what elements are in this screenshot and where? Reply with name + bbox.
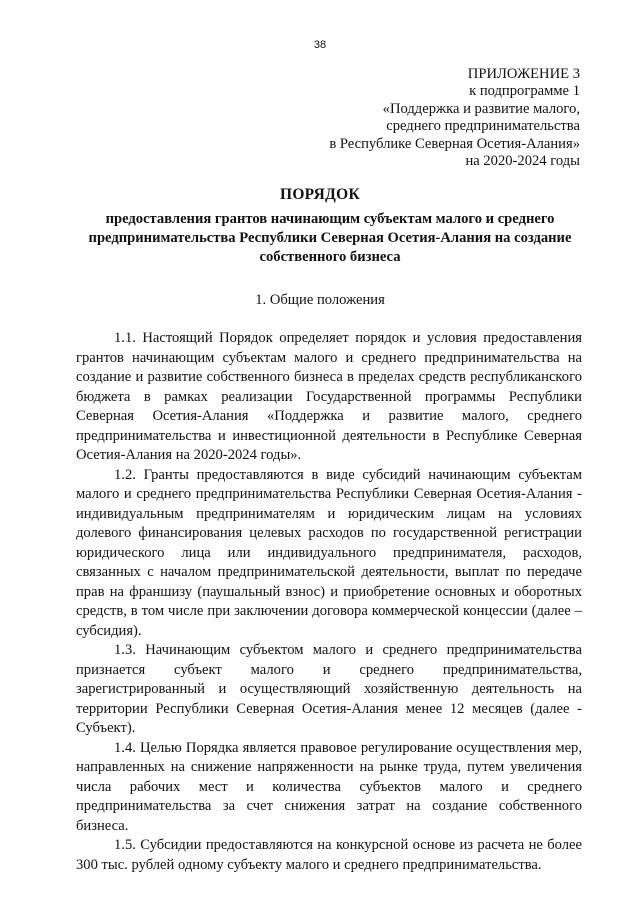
appendix-line: в Республике Северная Осетия-Алания»: [329, 135, 580, 152]
section-heading: 1. Общие положения: [255, 292, 385, 308]
appendix-line: ПРИЛОЖЕНИЕ 3: [467, 66, 580, 82]
appendix-header: [329, 66, 580, 170]
paragraph-1-4: 1.4. Целью Порядка является правовое регулирование осуществления мер, направленных на снижение напряженности на рынке труда, путем увеличения числа рабочих мест и количества субъектов малого и среднего предпринимательства за счет снижения затрат на создание собственного бизнеса.: [76, 739, 582, 834]
document-title: ПОРЯДОК: [279, 186, 361, 203]
page-number: 38: [313, 39, 327, 51]
paragraph-1-5: 1.5. Субсидии предоставляются на конкурсной основе из расчета не более 300 тыс. рублей одному субъекту малого и среднего предпринимательства.: [76, 837, 582, 873]
document-body: [76, 329, 582, 875]
appendix-line: к подпрограмме 1: [469, 83, 580, 100]
document-subtitle: [70, 210, 590, 267]
subtitle-line: собственного бизнеса: [259, 249, 401, 265]
appendix-line: «Поддержка и развитие малого,: [382, 100, 580, 117]
paragraph-1-2: 1.2. Гранты предоставляются в виде субсидий начинающим субъектам малого и среднего предпринимательства Республики Северная Осетия-Алания - индивидуальным предпринимателям и юридическим лицам на условиях долевого финансирования целевых расходов по государственной регистрации юридического лица или индивидуального предпринимателя, расходов, связанных с началом предпринимательской деятельности, выплат по передаче прав на франшизу (паушальный взнос) и приобретение основных и оборотных средств, в том числе при заключении договора коммерческой концессии (далее – субсидия).: [76, 466, 582, 639]
paragraph-1-3: 1.3. Начинающим субъектом малого и среднего предпринимательства признается субъект малого и среднего предпринимательства, зарегистрированный и осуществляющий хозяйственную деятельность на территории Республики Северная Осетия-Алания менее 12 месяцев (далее - Субъект).: [76, 642, 582, 736]
paragraph-1-1: 1.1. Настоящий Порядок определяет порядок и условия предоставления грантов начинающим субъектам малого и среднего предпринимательства на создание и развитие собственного бизнеса в пределах средств республиканского бюджета в рамках реализации Государственной программы Республики Северная Осетия-Алания «Поддержка и развитие малого, среднего предпринимательства и инвестиционной деятельности в Республике Северная Осетия-Алания на 2020-2024 годы».: [76, 330, 582, 463]
appendix-line: среднего предпринимательства: [386, 118, 580, 135]
appendix-line: на 2020-2024 годы: [465, 153, 580, 170]
subtitle-line: предоставления грантов начинающим субъектам малого и среднего: [105, 211, 555, 227]
subtitle-line: предпринимательства Республики Северная Осетия-Алания на создание: [88, 230, 572, 246]
